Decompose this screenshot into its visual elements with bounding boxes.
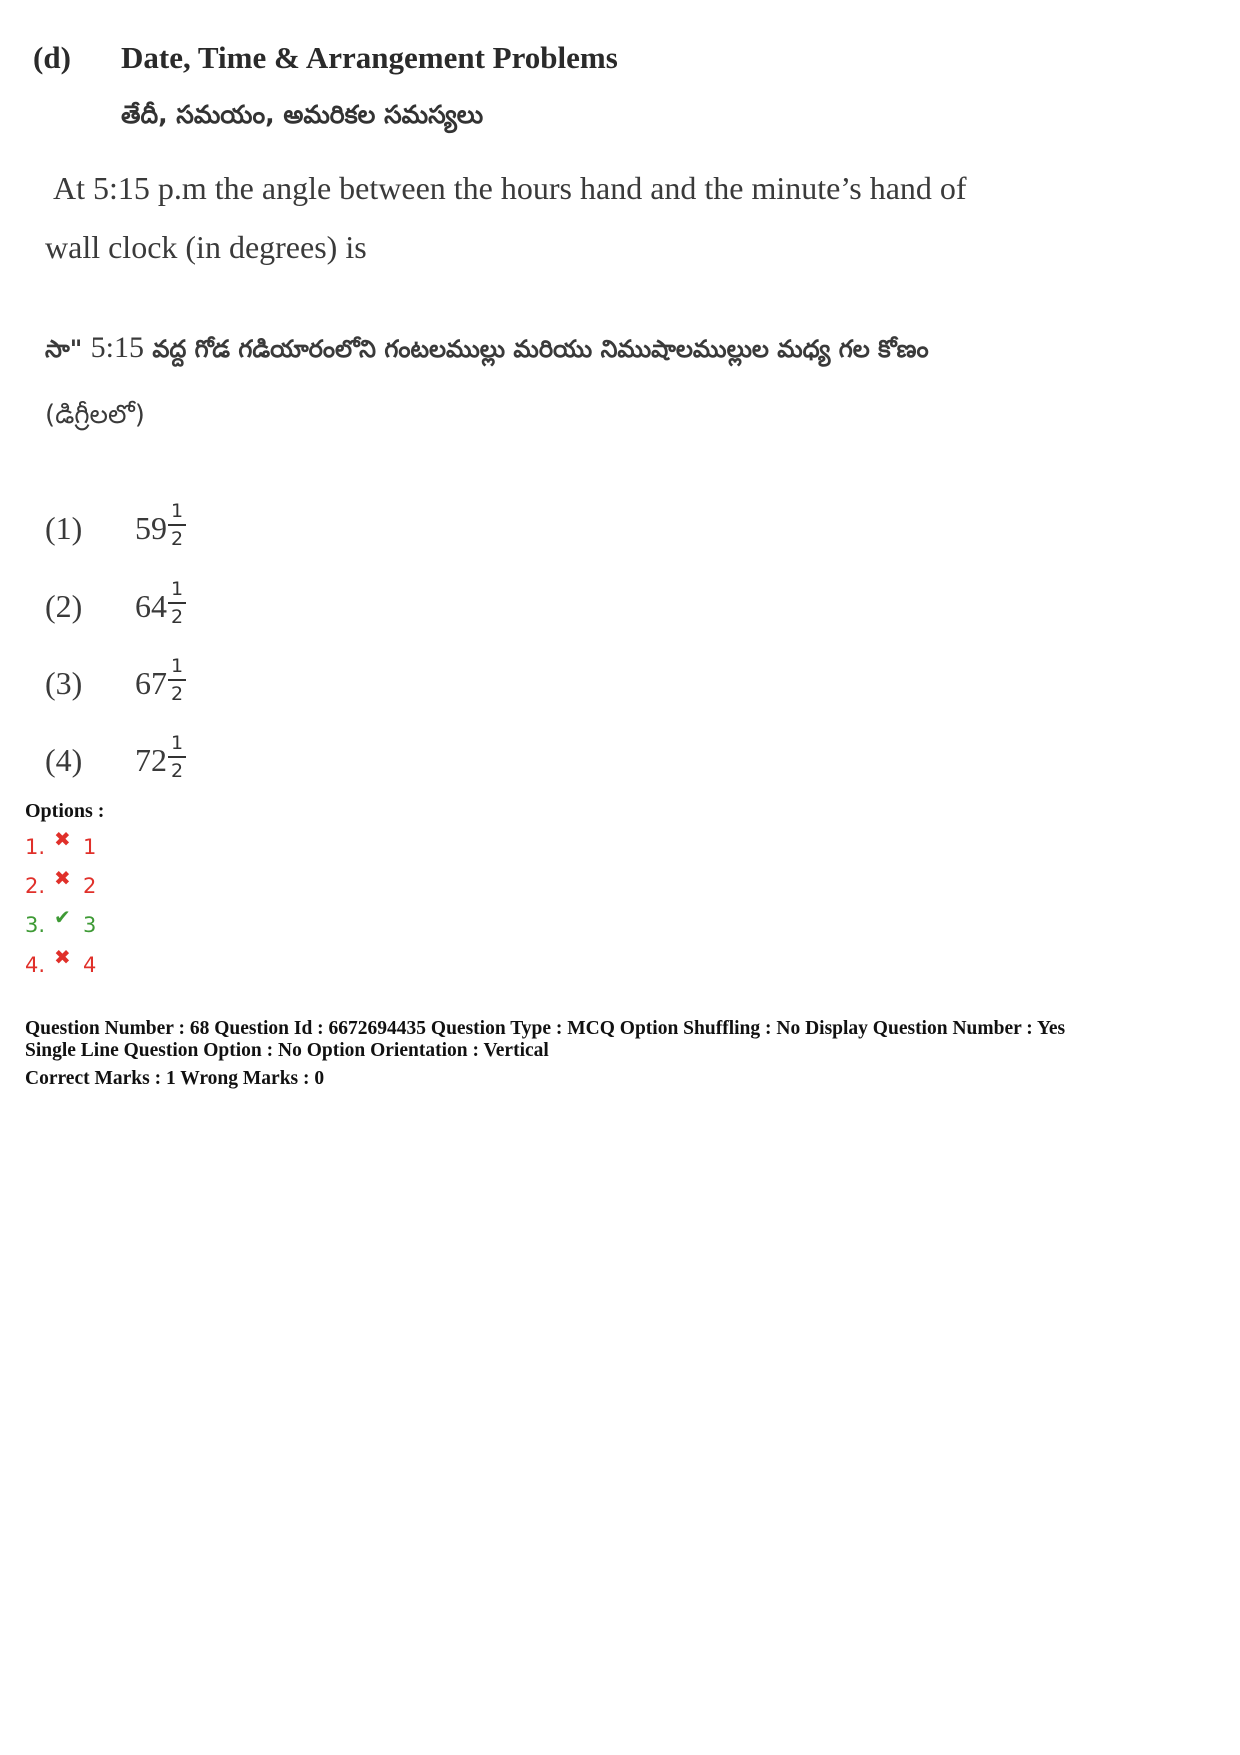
question-text-english-line1: At 5:15 p.m the angle between the hours hand and the minute’s hand of [53, 170, 967, 206]
fraction [168, 732, 186, 782]
fraction-denominator: 2 [170, 760, 184, 782]
fraction-whole: 64 [135, 588, 167, 624]
fraction-bar [168, 756, 186, 758]
choice-4 [45, 732, 305, 798]
question-text-telugu-line1 [45, 331, 929, 369]
choice-number: (2) [45, 588, 83, 624]
telugu-time: 5:15 [90, 331, 144, 364]
choice-3 [45, 655, 305, 721]
fraction-numerator: 1 [170, 732, 184, 754]
answer-option-value: 4 [83, 953, 97, 977]
question-meta-line2: Single Line Question Option : No Option Orientation : Vertical [25, 1040, 549, 1061]
fraction-whole: 72 [135, 742, 167, 778]
section-title-telugu: తేదీ, సమయం, అమరికల సమస్యలు [121, 100, 484, 129]
answer-option-index: 4. [25, 953, 46, 977]
fraction-denominator: 2 [170, 683, 184, 705]
question-text-telugu-line2: (డిగ్రీలలో) [45, 400, 145, 430]
fraction-whole: 59 [135, 510, 167, 546]
fraction-bar [168, 524, 186, 526]
choice-2 [45, 578, 305, 644]
answer-option-index: 2. [25, 874, 46, 898]
fraction-denominator: 2 [170, 606, 184, 628]
fraction-denominator: 2 [170, 528, 184, 550]
question-text-english-line2: wall clock (in degrees) is [45, 229, 367, 265]
section-letter: (d) [33, 40, 71, 75]
options-label: Options : [25, 800, 105, 822]
choice-number: (4) [45, 742, 83, 778]
question-meta-line1: Question Number : 68 Question Id : 6672694435 Question Type : MCQ Option Shuffling : No Display Question Number : Yes [25, 1018, 1066, 1039]
choice-number: (1) [45, 510, 83, 546]
fraction-bar [168, 602, 186, 604]
fraction [168, 655, 186, 705]
telugu-rest: వద్ద గోడ గడియారంలోని గంటలముల్లు మరియు నిముషాలముల్లుల మధ్య గల కోణం [152, 335, 929, 363]
fraction [168, 578, 186, 628]
cross-icon: ✖ [54, 866, 71, 890]
fraction-numerator: 1 [170, 655, 184, 677]
choice-1 [45, 500, 305, 566]
fraction-bar [168, 679, 186, 681]
answer-option-index: 3. [25, 913, 46, 937]
choice-number: (3) [45, 665, 83, 701]
fraction [168, 500, 186, 550]
answer-option-index: 1. [25, 835, 46, 859]
question-marks: Correct Marks : 1 Wrong Marks : 0 [25, 1068, 325, 1089]
cross-icon: ✖ [54, 945, 71, 969]
section-title: Date, Time & Arrangement Problems [121, 40, 618, 75]
fraction-numerator: 1 [170, 500, 184, 522]
fraction-numerator: 1 [170, 578, 184, 600]
fraction-whole: 67 [135, 665, 167, 701]
cross-icon: ✖ [54, 827, 71, 851]
answer-option-value: 2 [83, 874, 97, 898]
answer-option-value: 1 [83, 835, 97, 859]
answer-option-value: 3 [83, 913, 97, 937]
telugu-prefix: సా" [45, 335, 83, 363]
check-icon: ✔ [54, 905, 71, 929]
